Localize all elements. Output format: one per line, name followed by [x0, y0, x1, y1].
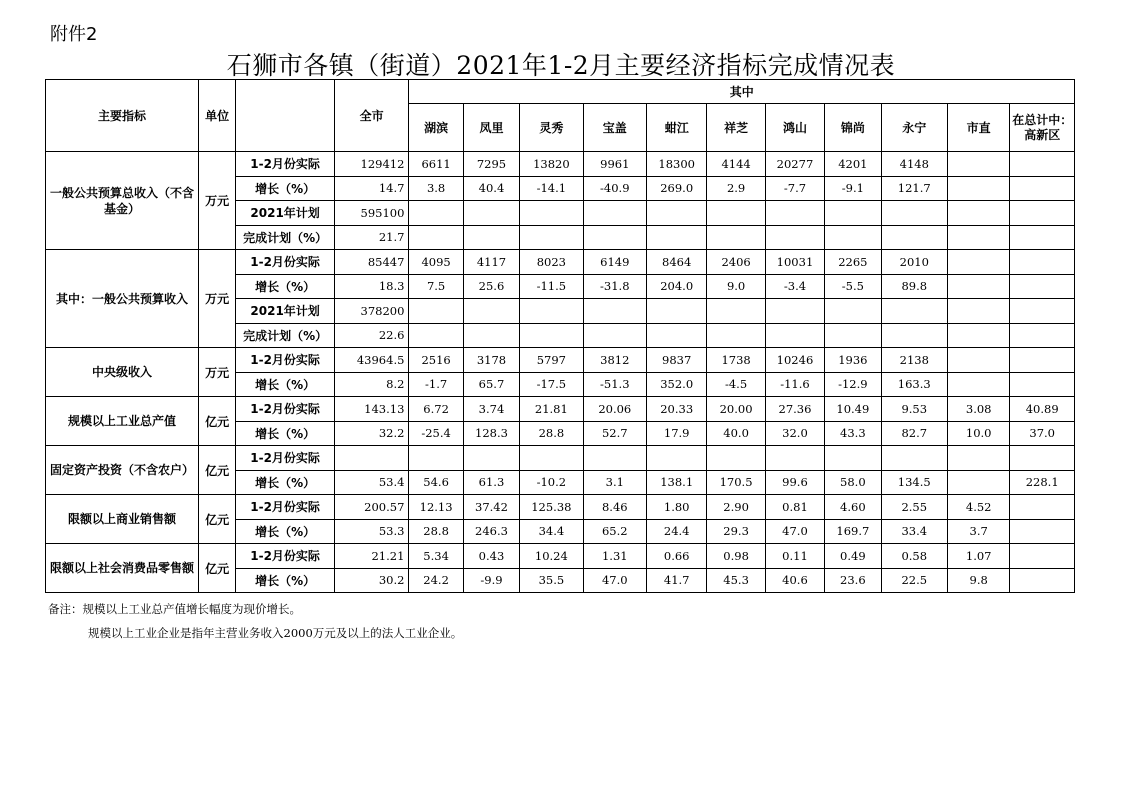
city-value: 43964.5 — [334, 348, 409, 373]
city-value: 85447 — [334, 250, 409, 275]
town-value: 21.81 — [520, 397, 583, 422]
town-value: 23.6 — [825, 568, 881, 593]
town-value — [947, 176, 1009, 201]
town-value — [765, 225, 824, 250]
indicator-unit: 亿元 — [199, 544, 236, 593]
city-value: 21.21 — [334, 544, 409, 569]
town-value: 37.42 — [463, 495, 519, 520]
town-value: 5797 — [520, 348, 583, 373]
town-value: 52.7 — [583, 421, 646, 446]
town-value — [520, 299, 583, 324]
town-value — [647, 446, 707, 471]
town-value: 54.6 — [409, 470, 463, 495]
town-value: 2.9 — [707, 176, 765, 201]
city-value: 143.13 — [334, 397, 409, 422]
town-value — [707, 201, 765, 226]
town-value: 4201 — [825, 152, 881, 177]
town-value: 1936 — [825, 348, 881, 373]
town-value — [825, 225, 881, 250]
town-value: 4144 — [707, 152, 765, 177]
town-value: 0.66 — [647, 544, 707, 569]
town-value: 9.0 — [707, 274, 765, 299]
town-value — [520, 201, 583, 226]
town-value — [947, 250, 1009, 275]
city-value: 595100 — [334, 201, 409, 226]
indicator-unit: 万元 — [199, 152, 236, 250]
town-value — [707, 323, 765, 348]
town-value — [409, 299, 463, 324]
table-row — [46, 495, 1075, 520]
town-value: 2.90 — [707, 495, 765, 520]
town-value: 65.2 — [583, 519, 646, 544]
town-value: 128.3 — [463, 421, 519, 446]
town-value: 7.5 — [409, 274, 463, 299]
town-value — [1010, 446, 1075, 471]
town-value — [765, 446, 824, 471]
town-value — [520, 446, 583, 471]
town-value: 10031 — [765, 250, 824, 275]
town-value — [409, 201, 463, 226]
town-value — [647, 225, 707, 250]
indicator-unit: 万元 — [199, 250, 236, 348]
row-label: 1-2月份实际 — [236, 152, 335, 177]
town-value: 40.0 — [707, 421, 765, 446]
town-value — [1010, 201, 1075, 226]
town-value — [463, 323, 519, 348]
row-label: 增长（%） — [236, 372, 335, 397]
town-value: 170.5 — [707, 470, 765, 495]
town-value: 18300 — [647, 152, 707, 177]
town-value — [765, 323, 824, 348]
town-value: 65.7 — [463, 372, 519, 397]
indicator-name: 一般公共预算总收入（不含基金） — [46, 152, 199, 250]
row-label: 完成计划（%） — [236, 225, 335, 250]
town-value: 28.8 — [409, 519, 463, 544]
header-blank — [236, 80, 335, 152]
town-value — [881, 225, 947, 250]
row-label: 1-2月份实际 — [236, 397, 335, 422]
town-value: 9961 — [583, 152, 646, 177]
town-value: 89.8 — [881, 274, 947, 299]
town-value: 32.0 — [765, 421, 824, 446]
row-label: 1-2月份实际 — [236, 348, 335, 373]
town-value: 40.89 — [1010, 397, 1075, 422]
town-value: 13820 — [520, 152, 583, 177]
town-value: 1.31 — [583, 544, 646, 569]
town-value: 9837 — [647, 348, 707, 373]
town-value: 20.06 — [583, 397, 646, 422]
town-value: 1738 — [707, 348, 765, 373]
town-value: 12.13 — [409, 495, 463, 520]
town-value: 3.1 — [583, 470, 646, 495]
town-value: 61.3 — [463, 470, 519, 495]
town-value: -9.9 — [463, 568, 519, 593]
town-value: 82.7 — [881, 421, 947, 446]
town-value: 45.3 — [707, 568, 765, 593]
town-value: -31.8 — [583, 274, 646, 299]
town-value: -9.1 — [825, 176, 881, 201]
town-value: 3178 — [463, 348, 519, 373]
city-value: 32.2 — [334, 421, 409, 446]
row-label: 增长（%） — [236, 568, 335, 593]
indicator-name: 其中：一般公共预算收入 — [46, 250, 199, 348]
city-value: 22.6 — [334, 323, 409, 348]
header-town: 祥芝 — [707, 104, 765, 152]
town-value — [647, 299, 707, 324]
row-label: 增长（%） — [236, 176, 335, 201]
town-value: 3.74 — [463, 397, 519, 422]
indicator-unit: 万元 — [199, 348, 236, 397]
header-town: 凤里 — [463, 104, 519, 152]
table-row — [46, 544, 1075, 569]
indicator-unit: 亿元 — [199, 397, 236, 446]
town-value: 3.08 — [947, 397, 1009, 422]
row-label: 增长（%） — [236, 421, 335, 446]
town-value — [409, 446, 463, 471]
town-value — [765, 201, 824, 226]
town-value — [1010, 299, 1075, 324]
town-value — [1010, 250, 1075, 275]
town-value: 0.98 — [707, 544, 765, 569]
indicator-unit: 亿元 — [199, 495, 236, 544]
header-town: 锦尚 — [825, 104, 881, 152]
town-value — [583, 446, 646, 471]
town-value: 2.55 — [881, 495, 947, 520]
town-value: 246.3 — [463, 519, 519, 544]
town-value: 228.1 — [1010, 470, 1075, 495]
town-value: 0.49 — [825, 544, 881, 569]
city-value: 378200 — [334, 299, 409, 324]
town-value: 47.0 — [583, 568, 646, 593]
town-value: 8.46 — [583, 495, 646, 520]
town-value: -3.4 — [765, 274, 824, 299]
town-value: 3.8 — [409, 176, 463, 201]
row-label: 增长（%） — [236, 274, 335, 299]
town-value: 4117 — [463, 250, 519, 275]
town-value: -11.6 — [765, 372, 824, 397]
town-value — [1010, 568, 1075, 593]
town-value — [1010, 519, 1075, 544]
town-value: 6149 — [583, 250, 646, 275]
table-row — [46, 250, 1075, 275]
town-value — [409, 323, 463, 348]
town-value: -5.5 — [825, 274, 881, 299]
town-value: -4.5 — [707, 372, 765, 397]
town-value: 29.3 — [707, 519, 765, 544]
city-value: 53.3 — [334, 519, 409, 544]
town-value — [463, 299, 519, 324]
town-value — [647, 201, 707, 226]
town-value — [583, 201, 646, 226]
row-label: 增长（%） — [236, 470, 335, 495]
town-value: 40.6 — [765, 568, 824, 593]
town-value: 2138 — [881, 348, 947, 373]
town-value: 17.9 — [647, 421, 707, 446]
town-value: 27.36 — [765, 397, 824, 422]
note-line-2: 规模以上工业企业是指年主营业务收入2000万元及以上的法人工业企业。 — [88, 626, 463, 640]
town-value: 20.00 — [707, 397, 765, 422]
town-value — [825, 201, 881, 226]
indicator-name: 固定资产投资（不含农户） — [46, 446, 199, 495]
town-value — [881, 201, 947, 226]
town-value — [947, 446, 1009, 471]
indicator-name: 限额以上社会消费品零售额 — [46, 544, 199, 593]
city-value: 200.57 — [334, 495, 409, 520]
town-value — [947, 372, 1009, 397]
town-value: 10.0 — [947, 421, 1009, 446]
town-value: -12.9 — [825, 372, 881, 397]
city-value: 129412 — [334, 152, 409, 177]
town-value — [583, 323, 646, 348]
town-value: 163.3 — [881, 372, 947, 397]
header-town: 鸿山 — [765, 104, 824, 152]
town-value — [1010, 152, 1075, 177]
town-value — [947, 274, 1009, 299]
header-among: 其中 — [409, 80, 1075, 104]
row-label: 1-2月份实际 — [236, 250, 335, 275]
town-value: 2265 — [825, 250, 881, 275]
town-value: 20.33 — [647, 397, 707, 422]
city-value: 21.7 — [334, 225, 409, 250]
page-title: 石狮市各镇（街道）2021年1-2月主要经济指标完成情况表 — [226, 51, 896, 80]
town-value — [647, 323, 707, 348]
town-value: -51.3 — [583, 372, 646, 397]
town-value: 24.4 — [647, 519, 707, 544]
town-value: 37.0 — [1010, 421, 1075, 446]
header-indicator: 主要指标 — [46, 80, 199, 152]
town-value: -1.7 — [409, 372, 463, 397]
town-value: 33.4 — [881, 519, 947, 544]
header-town: 宝盖 — [583, 104, 646, 152]
header-hitech: 在总计中：高新区 — [1010, 104, 1075, 152]
notes — [48, 597, 462, 645]
town-value: 2406 — [707, 250, 765, 275]
table-row — [46, 397, 1075, 422]
town-value: 204.0 — [647, 274, 707, 299]
town-value: 41.7 — [647, 568, 707, 593]
town-value: -11.5 — [520, 274, 583, 299]
indicator-name: 中央级收入 — [46, 348, 199, 397]
town-value — [463, 446, 519, 471]
town-value: 6611 — [409, 152, 463, 177]
town-value: 22.5 — [881, 568, 947, 593]
town-value — [1010, 348, 1075, 373]
indicator-name: 限额以上商业销售额 — [46, 495, 199, 544]
town-value: 4.52 — [947, 495, 1009, 520]
town-value — [1010, 372, 1075, 397]
table-row — [46, 446, 1075, 471]
town-value: 35.5 — [520, 568, 583, 593]
town-value — [881, 299, 947, 324]
indicator-name: 规模以上工业总产值 — [46, 397, 199, 446]
header-city: 全市 — [334, 80, 409, 152]
town-value: 3812 — [583, 348, 646, 373]
header-town: 市直 — [947, 104, 1009, 152]
town-value: 0.43 — [463, 544, 519, 569]
table-row — [46, 152, 1075, 177]
town-value — [825, 446, 881, 471]
town-value: 47.0 — [765, 519, 824, 544]
town-value: 10.49 — [825, 397, 881, 422]
city-value — [334, 446, 409, 471]
town-value: 121.7 — [881, 176, 947, 201]
town-value — [409, 225, 463, 250]
town-value — [1010, 544, 1075, 569]
town-value: -14.1 — [520, 176, 583, 201]
town-value: 4.60 — [825, 495, 881, 520]
town-value: 9.53 — [881, 397, 947, 422]
town-value: 2010 — [881, 250, 947, 275]
town-value: 5.34 — [409, 544, 463, 569]
town-value: 1.07 — [947, 544, 1009, 569]
town-value — [463, 201, 519, 226]
indicator-table — [45, 79, 1075, 593]
town-value — [707, 446, 765, 471]
indicator-unit: 亿元 — [199, 446, 236, 495]
city-value: 18.3 — [334, 274, 409, 299]
town-value — [1010, 274, 1075, 299]
town-value: 7295 — [463, 152, 519, 177]
town-value: 0.11 — [765, 544, 824, 569]
town-value — [825, 299, 881, 324]
town-value — [947, 225, 1009, 250]
town-value: 269.0 — [647, 176, 707, 201]
note-line-1: 备注：规模以上工业总产值增长幅度为现价增长。 — [48, 602, 301, 616]
town-value: 8023 — [520, 250, 583, 275]
town-value: 0.58 — [881, 544, 947, 569]
table-row — [46, 348, 1075, 373]
town-value — [583, 299, 646, 324]
town-value — [1010, 323, 1075, 348]
town-value: 28.8 — [520, 421, 583, 446]
town-value: 6.72 — [409, 397, 463, 422]
town-value: 0.81 — [765, 495, 824, 520]
town-value — [520, 225, 583, 250]
town-value: 138.1 — [647, 470, 707, 495]
town-value — [463, 225, 519, 250]
town-value: -17.5 — [520, 372, 583, 397]
town-value: -25.4 — [409, 421, 463, 446]
town-value — [825, 323, 881, 348]
town-value — [583, 225, 646, 250]
town-value: 58.0 — [825, 470, 881, 495]
row-label: 1-2月份实际 — [236, 446, 335, 471]
town-value: 40.4 — [463, 176, 519, 201]
town-value: 34.4 — [520, 519, 583, 544]
town-value — [947, 299, 1009, 324]
town-value: 10246 — [765, 348, 824, 373]
header-town: 永宁 — [881, 104, 947, 152]
annex-label: 附件2 — [50, 24, 98, 45]
town-value: 134.5 — [881, 470, 947, 495]
town-value: 125.38 — [520, 495, 583, 520]
town-value — [520, 323, 583, 348]
row-label: 1-2月份实际 — [236, 544, 335, 569]
row-label: 2021年计划 — [236, 299, 335, 324]
town-value: 25.6 — [463, 274, 519, 299]
town-value — [1010, 225, 1075, 250]
town-value: 10.24 — [520, 544, 583, 569]
row-label: 1-2月份实际 — [236, 495, 335, 520]
town-value — [947, 201, 1009, 226]
town-value: 2516 — [409, 348, 463, 373]
row-label: 2021年计划 — [236, 201, 335, 226]
town-value: 20277 — [765, 152, 824, 177]
city-value: 8.2 — [334, 372, 409, 397]
town-value: -10.2 — [520, 470, 583, 495]
town-value — [947, 470, 1009, 495]
row-label: 增长（%） — [236, 519, 335, 544]
row-label: 完成计划（%） — [236, 323, 335, 348]
town-value: 8464 — [647, 250, 707, 275]
town-value: 4148 — [881, 152, 947, 177]
town-value — [765, 299, 824, 324]
town-value — [1010, 176, 1075, 201]
town-value — [707, 225, 765, 250]
town-value: 99.6 — [765, 470, 824, 495]
town-value: 352.0 — [647, 372, 707, 397]
town-value: 1.80 — [647, 495, 707, 520]
town-value: 43.3 — [825, 421, 881, 446]
town-value — [947, 348, 1009, 373]
town-value: 4095 — [409, 250, 463, 275]
town-value — [1010, 495, 1075, 520]
city-value: 53.4 — [334, 470, 409, 495]
town-value: 3.7 — [947, 519, 1009, 544]
town-value: 9.8 — [947, 568, 1009, 593]
city-value: 30.2 — [334, 568, 409, 593]
header-unit: 单位 — [199, 80, 236, 152]
header-town: 湖滨 — [409, 104, 463, 152]
town-value — [881, 323, 947, 348]
town-value: 24.2 — [409, 568, 463, 593]
town-value: -7.7 — [765, 176, 824, 201]
header-town: 灵秀 — [520, 104, 583, 152]
town-value: -40.9 — [583, 176, 646, 201]
town-value — [707, 299, 765, 324]
town-value — [947, 323, 1009, 348]
town-value: 169.7 — [825, 519, 881, 544]
city-value: 14.7 — [334, 176, 409, 201]
header-town: 蚶江 — [647, 104, 707, 152]
town-value — [947, 152, 1009, 177]
town-value — [881, 446, 947, 471]
